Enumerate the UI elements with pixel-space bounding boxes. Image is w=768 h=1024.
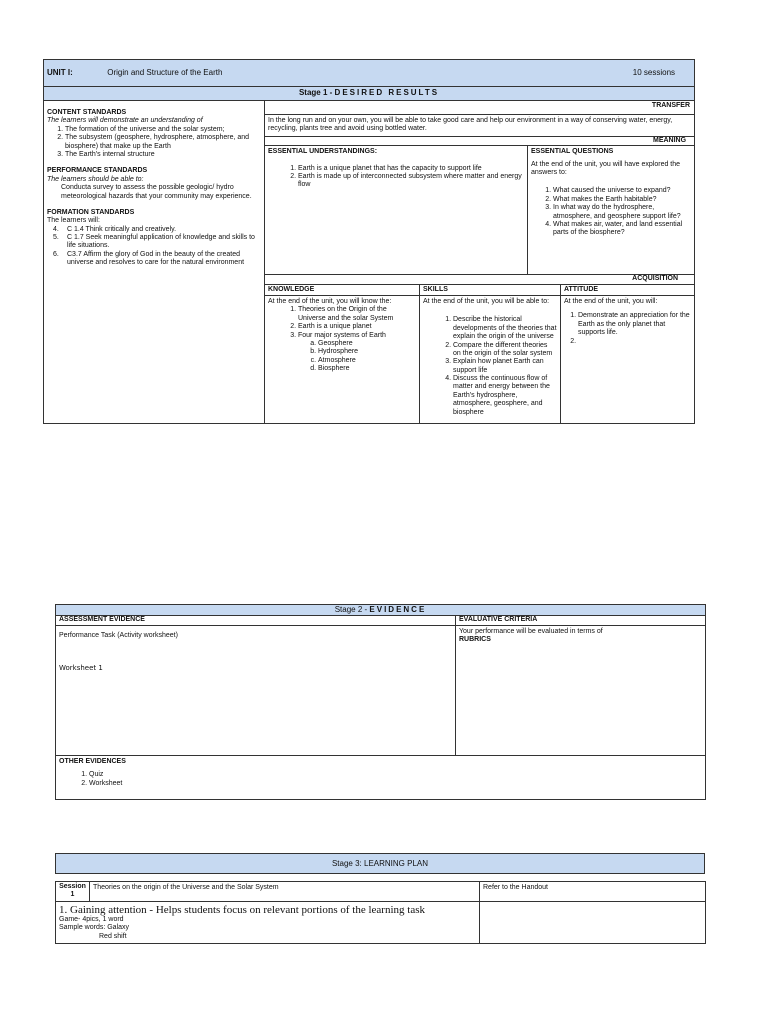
stage2-table — [55, 604, 706, 800]
performance-standards-heading: PERFORMANCE STANDARDS — [47, 167, 148, 175]
session-cell — [56, 882, 90, 902]
list-text: C3.7 Affirm the glory of God in the beauty of the created universe and resolves to care for the natural environment — [67, 250, 245, 267]
skills-cell — [420, 295, 561, 423]
transfer-text: In the long run and on your own, you will be able to take good care and help our environment in a way of conserving water, energy, recycling, plants tree and avoid using bottled water. — [265, 115, 695, 137]
stage1-section — [43, 59, 694, 424]
stage1-label: Stage 1 - — [298, 88, 335, 97]
content-standards-list — [47, 126, 261, 160]
essential-understandings-cell — [265, 146, 528, 275]
list-item — [578, 338, 691, 346]
unit-header — [44, 60, 695, 87]
essential-understandings-list — [286, 165, 524, 190]
list-item: 1. Demonstrate an appreciation for the Earth as the only planet that supports life. — [578, 312, 691, 337]
stage2-title: EVIDENCE — [369, 605, 427, 614]
other-evidences-list — [59, 771, 702, 788]
list-item: 2. What makes the Earth habitable? — [553, 196, 691, 204]
list-item: 3. In what way do the hydrosphere, atmosphere, and geosphere support life? — [553, 204, 691, 221]
list-item: 2. Compare the different theories on the origin of the solar system — [453, 342, 557, 359]
list-item: 1. Theories on the Origin of the Universe and the solar System — [298, 306, 416, 323]
unit-title: Origin and Structure of the Earth — [107, 68, 223, 78]
stage1-title: DESIRED RESULTS — [334, 88, 440, 97]
list-item: c. Atmosphere — [318, 357, 416, 365]
list-item: 3. The Earth's internal structure — [65, 151, 261, 159]
sessions-count: 10 sessions — [632, 68, 676, 78]
attitude-intro: At the end of the unit, you will: — [564, 297, 658, 305]
game-text: Game- 4pics, 1 word — [59, 915, 124, 923]
knowledge-list — [268, 306, 416, 373]
stage3-heading: Stage 3: LEARNING PLAN — [56, 854, 705, 874]
skills-heading: SKILLS — [420, 284, 561, 295]
sample-words-2: Red shift — [99, 932, 127, 940]
list-item: 2. Earth is made up of interconnected subsystem where matter and energy flow — [298, 173, 524, 190]
attitude-list — [564, 312, 691, 346]
standards-cell — [44, 101, 265, 424]
skills-intro: At the end of the unit, you will be able to: — [423, 297, 550, 305]
content-standards-intro: The learners will demonstrate an understanding of — [47, 117, 203, 125]
list-text: C 1.4 Think critically and creatively. — [67, 225, 177, 233]
session-label: Session — [59, 883, 86, 890]
gaining-attention-title: 1. Gaining attention - Helps students focus on relevant portions of the learning task — [59, 903, 425, 916]
list-item — [53, 251, 261, 268]
list-item: 4. What makes air, water, and land essential parts of the biosphere? — [553, 221, 691, 238]
list-item: 1. Quiz — [89, 771, 702, 779]
gaining-attention-cell — [56, 901, 480, 943]
performance-standards-intro: The learners should be able to: — [47, 175, 144, 183]
stage3-table — [55, 881, 706, 944]
performance-standards-text: Conducta survey to assess the possible geologic/ hydro meteorological hazards that your community may experience. — [61, 184, 252, 200]
knowledge-heading: KNOWLEDGE — [265, 284, 420, 295]
list-item — [53, 226, 261, 234]
stage2-label: Stage 2 - — [334, 605, 370, 614]
worksheet-label: Worksheet 1 — [59, 664, 103, 673]
assessment-heading: ASSESSMENT EVIDENCE — [56, 616, 456, 626]
stage2-heading — [56, 605, 706, 616]
stage3-section — [55, 853, 705, 944]
list-item: 2. Worksheet — [89, 780, 702, 788]
list-item: b. Hydrosphere — [318, 348, 416, 356]
essential-questions-intro: At the end of the unit, you will have explored the answers to: — [531, 160, 681, 176]
resources-cell — [480, 901, 706, 943]
unit-label: UNIT I: — [47, 68, 73, 78]
list-item: 4. Discuss the continuous flow of matter and energy between the Earth's hydrosphere, atmosphere, geosphere, and biosphere — [453, 375, 557, 417]
list-item — [298, 332, 416, 374]
stage3-header-table — [55, 853, 705, 874]
list-item — [53, 234, 261, 251]
stage2-section — [55, 604, 705, 800]
criteria-heading: EVALUATIVE CRITERIA — [456, 616, 706, 626]
list-text: C 1.7 Seek meaningful application of knowledge and skills to life situations. — [67, 234, 255, 250]
essential-understandings-heading: ESSENTIAL UNDERSTANDINGS: — [268, 148, 378, 156]
list-item: a. Geosphere — [318, 340, 416, 348]
formation-standards-heading: FORMATION STANDARDS — [47, 208, 135, 216]
rubrics-label: RUBRICS — [459, 636, 491, 644]
performance-task-cell — [56, 626, 456, 756]
list-number: 4. — [53, 225, 59, 233]
list-number: 5. — [53, 234, 59, 242]
other-evidences-cell — [56, 756, 706, 800]
sample-words: Sample words: Galaxy — [59, 924, 130, 932]
criteria-intro: Your performance will be evaluated in terms of — [459, 628, 603, 635]
stage1-heading — [44, 87, 695, 101]
list-item: 1. The formation of the universe and the solar system; — [65, 126, 261, 134]
essential-questions-heading: ESSENTIAL QUESTIONS — [531, 148, 614, 156]
knowledge-cell — [265, 295, 420, 423]
list-item: 1. What caused the universe to expand? — [553, 187, 691, 195]
skills-list — [423, 316, 557, 417]
attitude-heading: ATTITUDE — [561, 284, 695, 295]
list-text: Four major systems of Earth — [298, 331, 386, 339]
list-number: 6. — [53, 250, 59, 258]
session-number: 1 — [70, 891, 75, 899]
performance-task: Performance Task (Activity worksheet) — [59, 632, 178, 639]
handout-note: Refer to the Handout — [480, 882, 706, 902]
meaning-label: MEANING — [265, 136, 695, 145]
essential-questions-cell — [528, 146, 695, 275]
knowledge-sublist — [298, 340, 416, 374]
list-item: d. Biosphere — [318, 365, 416, 373]
list-item: 3. Explain how planet Earth can support life — [453, 358, 557, 375]
other-evidences-heading: OTHER EVIDENCES — [59, 758, 126, 765]
list-item: 1. Describe the historical developments of the theories that explain the origin of the universe — [453, 316, 557, 341]
knowledge-intro: At the end of the unit, you will know the: — [268, 297, 392, 305]
list-item: 2. The subsystem (geosphere, hydrosphere, atmosphere, and biosphere) that make up the Earth — [65, 134, 261, 151]
list-item: 2. Earth is a unique planet — [298, 323, 416, 331]
acquisition-label: ACQUISITION — [265, 275, 695, 284]
stage1-table — [43, 59, 695, 424]
content-standards-heading: CONTENT STANDARDS — [47, 109, 127, 116]
criteria-cell — [456, 626, 706, 756]
essential-questions-list — [531, 187, 691, 237]
list-item: 1. Earth is a unique planet that has the capacity to support life — [298, 165, 524, 173]
attitude-cell — [561, 295, 695, 423]
session-topic: Theories on the origin of the Universe and the Solar System — [90, 882, 480, 902]
formation-standards-intro: The learners will: — [47, 217, 100, 225]
transfer-label: TRANSFER — [265, 101, 695, 115]
